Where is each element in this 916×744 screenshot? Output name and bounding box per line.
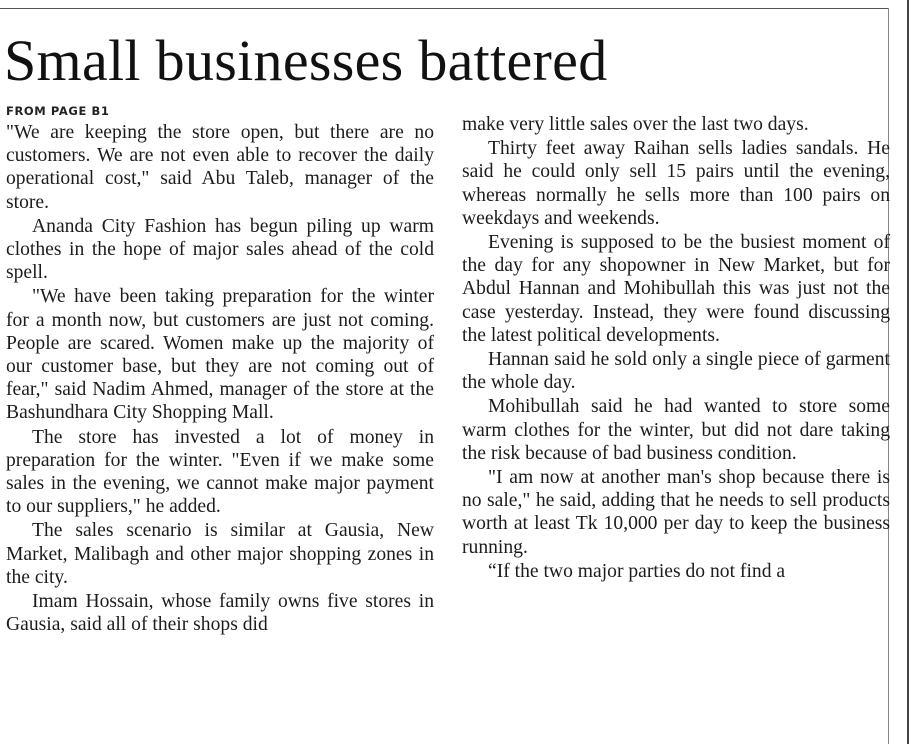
paragraph: make very little sales over the last two days. bbox=[462, 114, 809, 135]
article-headline: Small businesses battered bbox=[4, 28, 608, 93]
paragraph: "I am now at another man's shop because there is no sale," he said, adding that he needs to sell products worth at least Tk 10,000 per day to keep the business running. bbox=[462, 467, 890, 558]
paragraph: The store has invested a lot of money in preparation for the winter. "Even if we make some sales in the evening, we cannot make major payment to our suppliers," he added. bbox=[6, 426, 434, 518]
right-column bbox=[462, 113, 890, 584]
paragraph: The sales scenario is similar at Gausia, New Market, Malibagh and other major shopping zones in the city. bbox=[6, 520, 434, 588]
top-rule bbox=[0, 8, 888, 9]
paragraph: Imam Hossain, whose family owns five stores in Gausia, said all of their shops did bbox=[6, 591, 434, 636]
paragraph: Evening is supposed to be the busiest moment of the day for any shopowner in New Market, but for Abdul Hannan and Mohibullah this was just not the case yesterday. Instead, they were found discussing the latest political developments. bbox=[462, 232, 890, 346]
paragraph: "We are keeping the store open, but there are no customers. We are not even able to recover the daily operational cost," said Abu Taleb, manager of the store. bbox=[6, 122, 434, 213]
paragraph: Ananda City Fashion has begun piling up warm clothes in the hope of major sales ahead of the cold spell. bbox=[6, 215, 434, 284]
paragraph: "We have been taking preparation for the winter for a month now, but customers are just not coming. People are scared. Women make up the majority of our customer base, but they are not coming out of fear," said Nadim Ahmed, manager of the store at the Bashundhara City Shopping Mall. bbox=[6, 286, 434, 424]
page-edge-rule bbox=[907, 0, 909, 744]
paragraph: Hannan said he sold only a single piece of garment the whole day. bbox=[462, 349, 890, 394]
paragraph: Thirty feet away Raihan sells ladies sandals. He said he could only sell 15 pairs until the evening, whereas normally he sells more than 100 pairs on weekdays and weekends. bbox=[462, 138, 890, 229]
continuation-kicker: FROM PAGE B1 bbox=[6, 104, 110, 118]
paragraph: Mohibullah said he had wanted to store some warm clothes for the winter, but did not dare taking the risk because of bad business condition. bbox=[462, 396, 890, 464]
paragraph: “If the two major parties do not find a bbox=[488, 560, 786, 582]
left-column bbox=[6, 104, 434, 637]
